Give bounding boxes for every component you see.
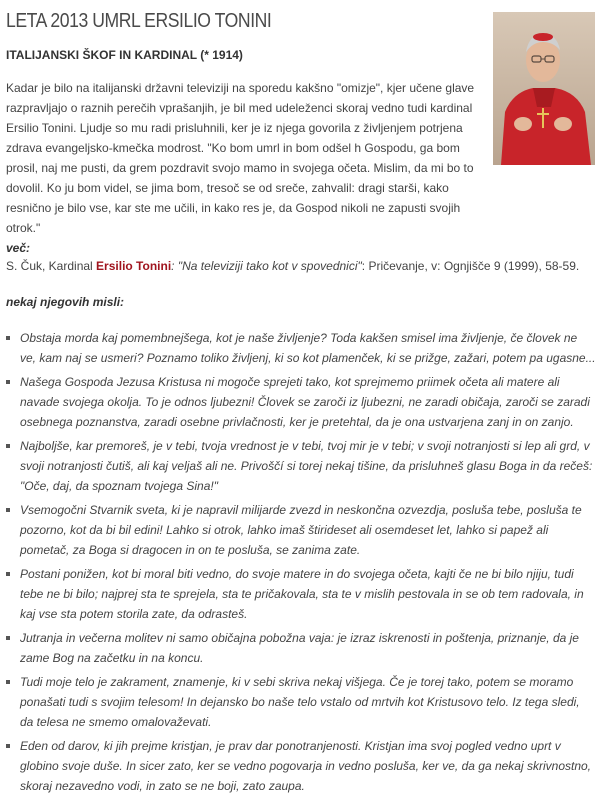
quote-text: Najboljše, kar premoreš, je v tebi, tvoja vrednost je v tebi, tvoj mir je v tebi; v svoji notranjosti si lep ali grd, v svoji notranjosti čutiš, ali kaj veljaš ali ne. Privoščí si torej nekaj tišine, da prisluhneš glasu Boga in da rečeš: "Oče, daj, da spoznam tvojega Sina!" xyxy=(20,439,593,493)
bullet-icon xyxy=(6,636,10,640)
bullet-icon xyxy=(6,680,10,684)
thoughts-heading: nekaj njegovih misli: xyxy=(6,295,125,309)
article-subtitle: ITALIJANSKI ŠKOF IN KARDINAL (* 1914) xyxy=(6,48,243,62)
article-title: LETA 2013 UMRL ERSILIO TONINI xyxy=(6,10,272,32)
portrait-image xyxy=(493,12,595,165)
list-item xyxy=(6,436,596,496)
quote-text: Postani ponižen, kot bi moral biti vedno, do svoje matere in do svojega očeta, kajti če ne bi bilo njiju, tudi tebe ne bi bilo; najprej sta te sprejela, sta te pričakovala, sta te v mislih pestovala in se ob tem radovala, in kaj vse sta potem storila zate, da odrasteš. xyxy=(20,567,584,621)
quote-text: Eden od darov, ki jih prejme kristjan, je prav dar ponotranjenosti. Kristjan ima svoj pogled vedno uprt v globino svoje duše. In sicer zato, ker se vedno pogovarja in vedno posluša, ker ve, da ga nekaj skrivnostno, skoraj nezavedno vodi, in zato se ne boji, zato zaupa. xyxy=(20,739,592,793)
bullet-icon xyxy=(6,744,10,748)
list-item xyxy=(6,736,596,796)
bullet-icon xyxy=(6,336,10,340)
reference-link[interactable]: Ersilio Tonini xyxy=(96,259,172,273)
thoughts-list xyxy=(6,328,596,800)
quote-text: Jutranja in večerna molitev ni samo običajna pobožna vaja: je izraz iskrenosti in poštenja, priznanje, da je zame Bog na začetku in na koncu. xyxy=(20,631,579,665)
list-item xyxy=(6,500,596,560)
reference-line xyxy=(6,258,596,274)
reference-title: : "Na televiziji tako kot v spovednici" xyxy=(171,259,362,273)
list-item xyxy=(6,628,596,668)
bullet-icon xyxy=(6,572,10,576)
bullet-icon xyxy=(6,508,10,512)
reference-author: S. Čuk, Kardinal xyxy=(6,259,97,273)
quote-text: Tudi moje telo je zakrament, znamenje, ki v sebi skriva nekaj višjega. Če je torej tako, potem se moramo ponašati tudi s svojim telesom! In dejansko bo naše telo vstalo od mrtvih kot Kristusovo telo. Iz tega sledi, da telesa ne smemo omalovaževati. xyxy=(20,675,580,729)
intro-paragraph: Kadar je bilo na italijanski državni televiziji na sporedu kakšno "omizje", kjer učene glave razpravljajo o raznih perečih vprašanjih, je bil med udeleženci skoraj vedno tudi kardinal Ersilio Tonini. Ljudje so mu radi prisluhnili, ker je iz njega govorila z življenjem potrjena zdrava evangeljsko-kmečka modrost. "Ko bom umrl in bom odšel h Gospodu, ga bom prosil, naj me pusti, da grem pozdravit svojo mamo in svojega očeta. Mislim, da mi bo to dovolil. Ko ju bom videl, se jima bom, tresoč se od sreče, zahvalil: dragi starši, kako resnično je bilo vse, kar ste me učili, in kako res je, da Gospod nikoli ne zapusti svojih otrok." xyxy=(6,81,475,235)
quote-text: Vsemogočni Stvarnik sveta, ki je napravil milijarde zvezd in neskončna ozvezdja, posluša tebe, posluša te pozorno, kot da bi bil edini! Lahko si otrok, lahko imaš štirideset ali osemdeset let, lahko si papež ali pometač, za Boga si dragocen in on te posluša, se zanima zate. xyxy=(20,503,582,557)
reference-source: : Pričevanje, v: Ognjišče 9 (1999), 58-59. xyxy=(361,259,580,273)
quote-text: Obstaja morda kaj pomembnejšega, kot je naše življenje? Toda kakšen smisel ima življenje, če človek ne ve, kam naj se usmeri? Poznamo toliko življenj, ki so kot plamenček, ki se prižge, zažari, potem pa ugasne... xyxy=(20,331,596,365)
list-item xyxy=(6,372,596,432)
more-heading: več: xyxy=(6,241,31,255)
list-item xyxy=(6,564,596,624)
bullet-icon xyxy=(6,380,10,384)
quote-text: Našega Gospoda Jezusa Kristusa ni mogoče sprejeti tako, kot sprejmemo priimek očeta ali matere ali navade svojega okolja. To je odnos ljubezni! Človek se zaroči iz ljubezni, ne zaradi običaja, zaroči se zaradi osebnega poznanstva, zaradi osebne privlačnosti, ker je pretehtal, da je ona ustvarjena zanj in on zanjo. xyxy=(20,375,590,429)
list-item xyxy=(6,672,596,732)
list-item xyxy=(6,328,596,368)
bullet-icon xyxy=(6,444,10,448)
